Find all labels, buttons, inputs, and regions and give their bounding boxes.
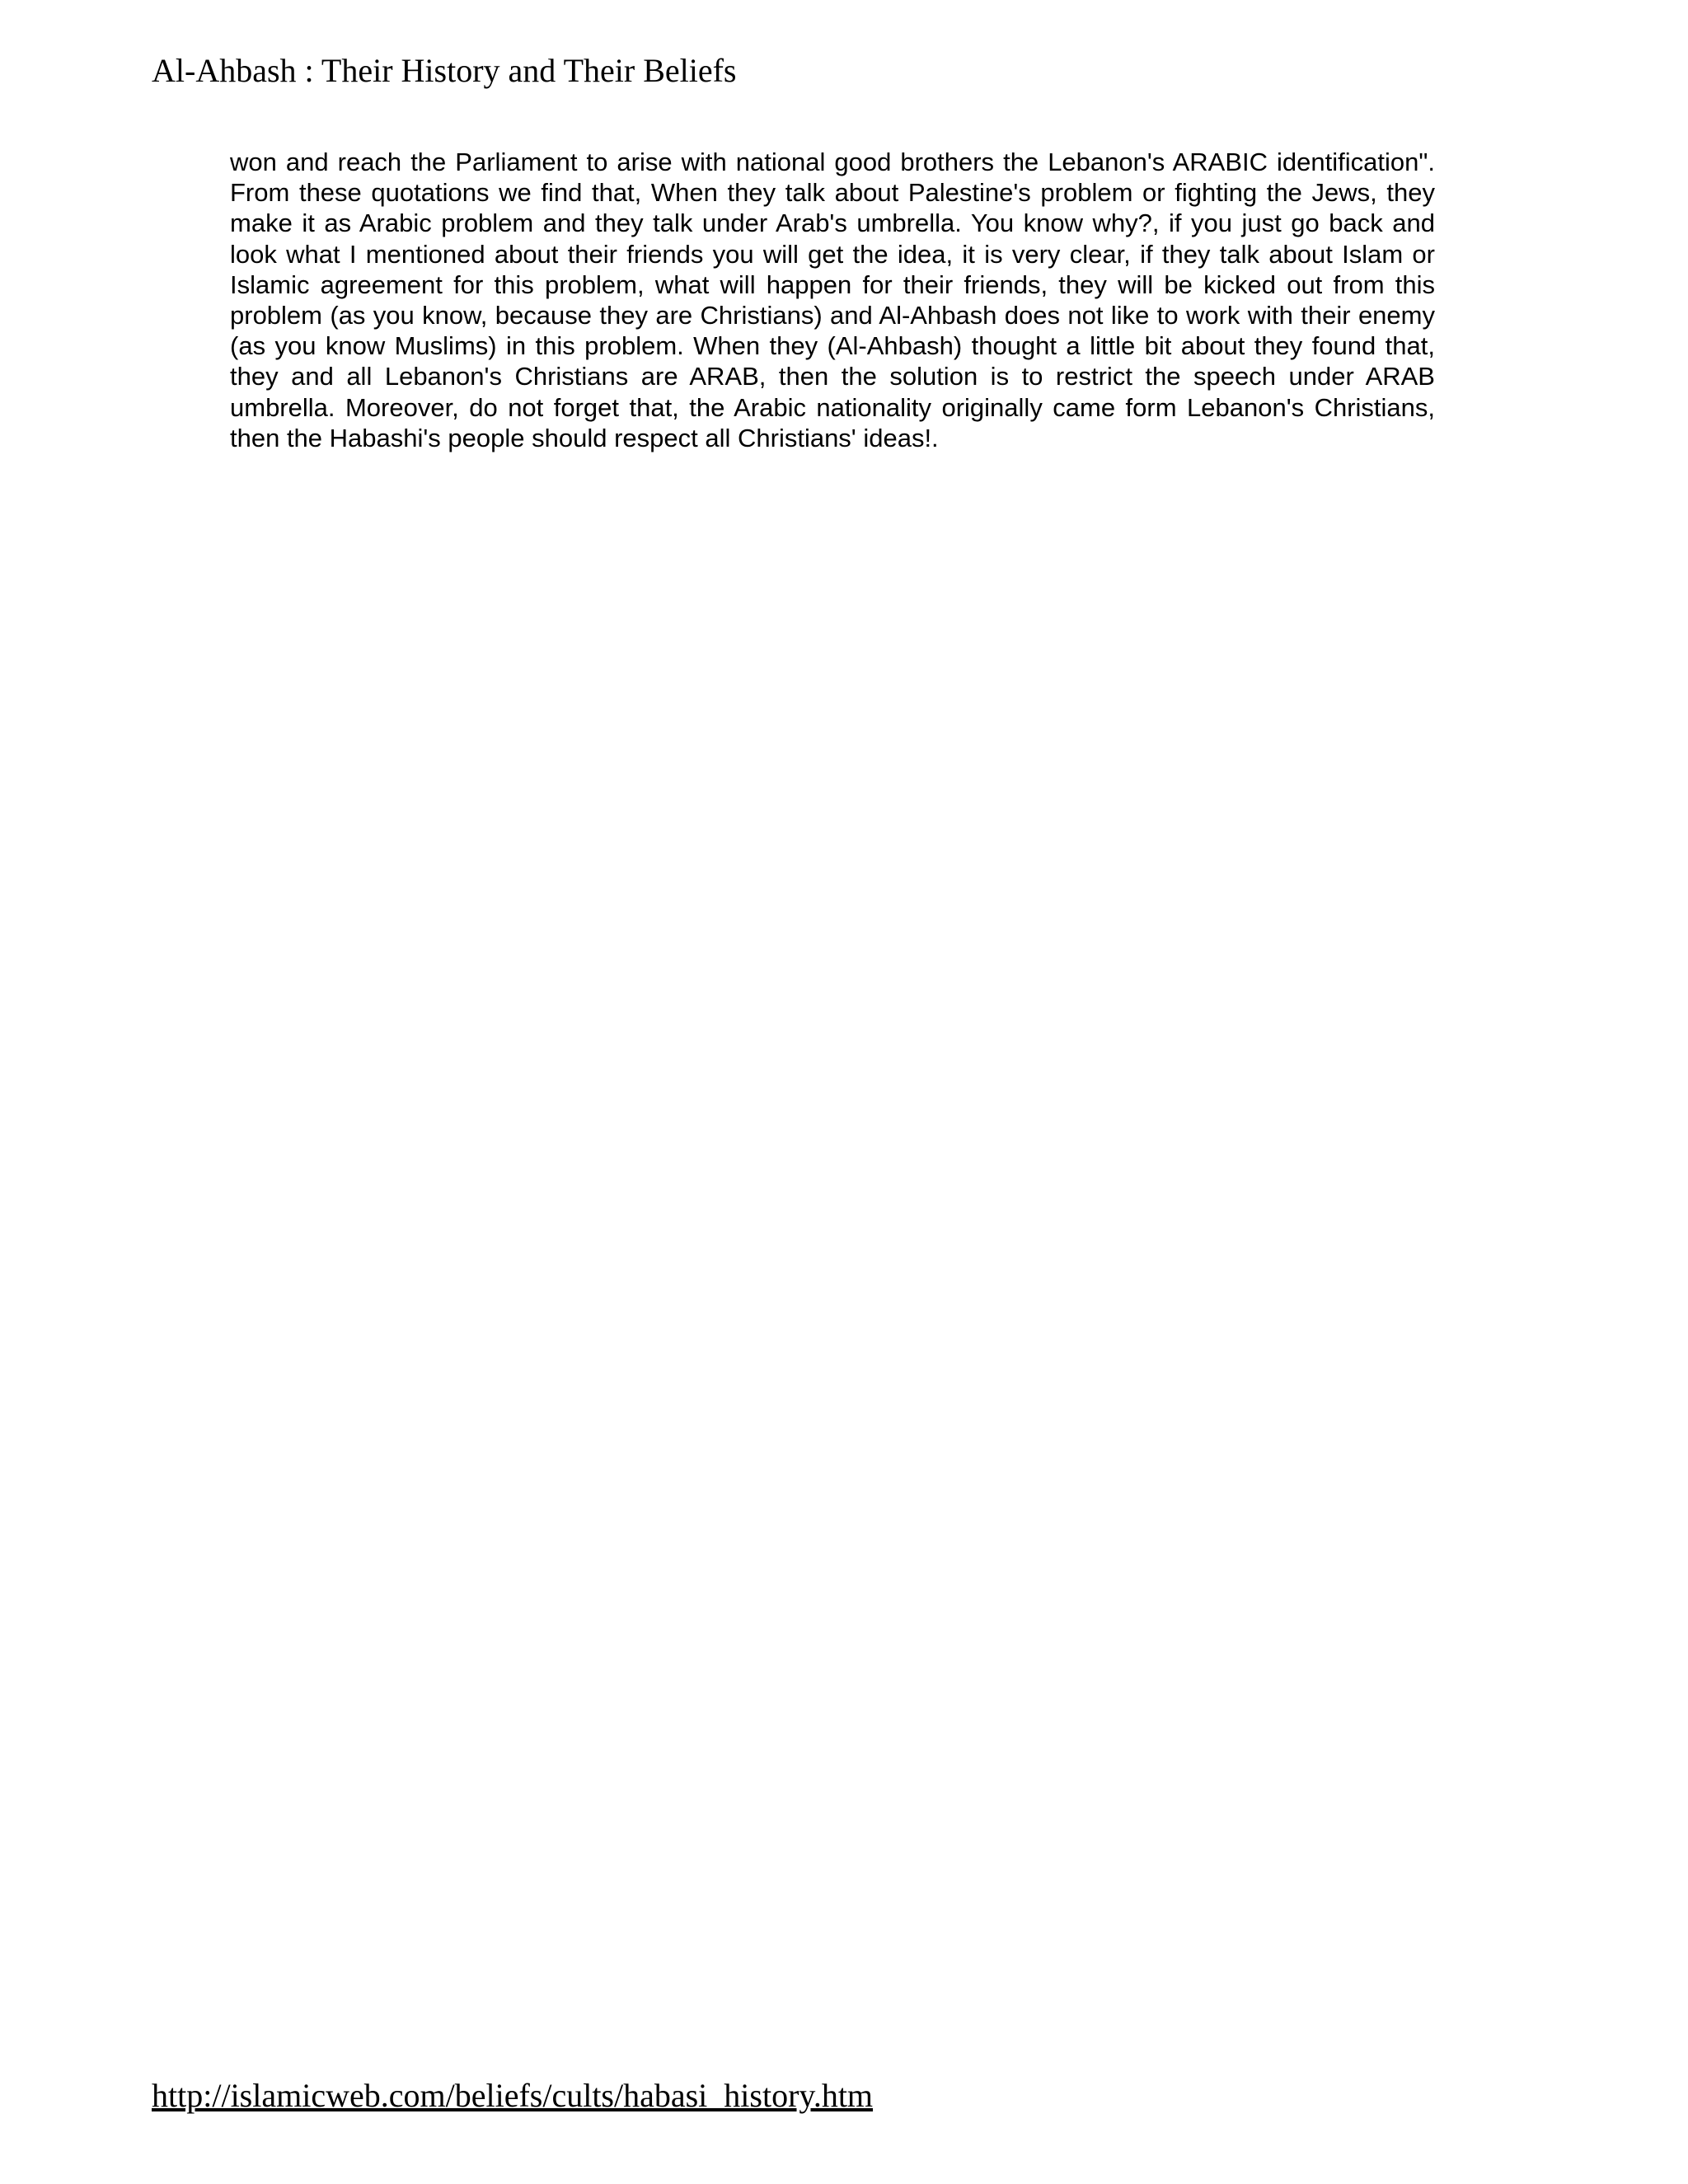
page-header-title: Al-Ahbash : Their History and Their Beliefs — [152, 52, 737, 89]
footer-source-link[interactable]: http://islamicweb.com/beliefs/cults/habasi_history.htm — [152, 2077, 874, 2114]
body-paragraph: won and reach the Parliament to arise with national good brothers the Lebanon's ARABIC identification". From these quotations we find that, When they talk about Palestine's problem or fighting the Jews, they make it as Arabic problem and they talk under Arab's umbrella. You know why?, if you just go back and look what I mentioned about their friends you will get the idea, it is very clear, if they talk about Islam or Islamic agreement for this problem, what will happen for their friends, they will be kicked out from this problem (as you know, because they are Christians) and Al-Ahbash does not like to work with their enemy (as you know Muslims) in this problem. When they (Al-Ahbash) thought a little bit about they found that, they and all Lebanon's Christians are ARAB, then the solution is to restrict the speech under ARAB umbrella. Moreover, do not forget that, the Arabic nationality originally came form Lebanon's Christians, then the Habashi's people should respect all Christians' ideas!. — [230, 148, 1435, 452]
